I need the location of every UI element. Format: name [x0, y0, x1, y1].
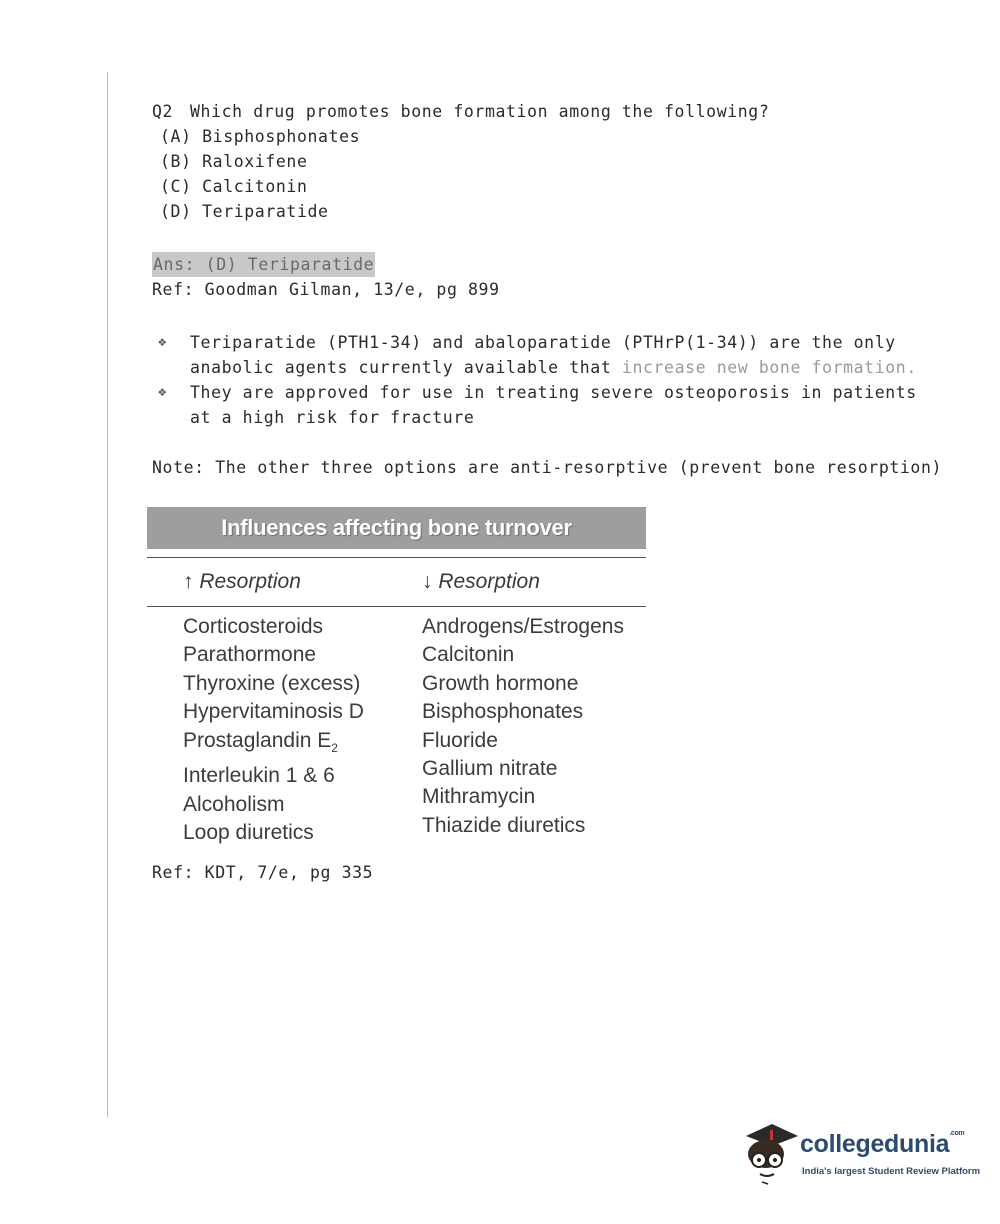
- bone-turnover-table: [147, 507, 646, 847]
- table-header: [147, 558, 646, 606]
- table-body: [147, 607, 646, 847]
- table-cell: Thiazide diuretics: [422, 813, 586, 837]
- table-cell: Androgens/Estrogens: [422, 615, 624, 638]
- answer-block: [152, 252, 500, 302]
- table-cell: Hypervitaminosis D: [183, 700, 364, 724]
- option-d: (D) Teriparatide: [160, 202, 329, 221]
- collegedunia-logo: [742, 1118, 981, 1186]
- question-number: Q2: [152, 102, 174, 121]
- prostaglandin-text: Prostaglandin E: [183, 728, 332, 752]
- table-cell: Interleukin 1 & 6: [183, 764, 335, 788]
- table-cell: Loop diuretics: [183, 821, 314, 845]
- table-cell: Gallium nitrate: [422, 757, 558, 781]
- prostaglandin-subscript: 2: [331, 740, 338, 755]
- question-text: Which drug promotes bone formation among the following?: [190, 102, 770, 121]
- answer-reference: Ref: Goodman Gilman, 13/e, pg 899: [152, 280, 500, 299]
- margin-rule: [107, 72, 108, 1117]
- logo-com: .com: [949, 1130, 965, 1137]
- list-item: [152, 380, 932, 430]
- table-reference: Ref: KDT, 7/e, pg 335: [152, 863, 374, 882]
- bullet-highlight: increase new bone formation.: [621, 358, 917, 377]
- option-a: (A) Bisphosphonates: [160, 127, 361, 146]
- decrease-resorption-list: [422, 613, 646, 840]
- table-cell: Bisphosphonates: [422, 700, 584, 724]
- option-c: (C) Calcitonin: [160, 177, 308, 196]
- header-increase-resorption: ↑ Resorption: [183, 570, 301, 593]
- increase-resorption-list: [183, 613, 422, 847]
- logo-wordmark: collegedunia: [800, 1130, 950, 1158]
- logo-tagline: India's largest Student Review Platform: [802, 1166, 981, 1177]
- diamond-bullet-icon: ❖: [158, 384, 168, 400]
- bullet-text: They are approved for use in treating severe osteoporosis in patients at a high risk for fracture: [190, 383, 917, 427]
- note: Note: The other three options are anti-resorptive (prevent bone resorption): [152, 458, 943, 477]
- answer-label: Ans: (D) Teriparatide: [152, 252, 375, 277]
- table-cell: Alcoholism: [183, 792, 285, 816]
- table-cell: Mithramycin: [422, 785, 536, 809]
- table-cell: Thyroxine (excess): [183, 671, 361, 695]
- mascot-graduation-cap-icon: [742, 1118, 802, 1186]
- question-block: [152, 99, 769, 224]
- table-cell: Fluoride: [422, 728, 498, 752]
- question-stem: [152, 99, 769, 124]
- table-cell: Growth hormone: [422, 671, 579, 695]
- table-cell: Parathormone: [183, 643, 317, 667]
- table-cell: Calcitonin: [422, 643, 515, 667]
- list-item: [152, 330, 932, 380]
- explanation-list: [152, 330, 932, 430]
- table-cell: [183, 727, 422, 763]
- diamond-bullet-icon: ❖: [158, 334, 168, 350]
- table-cell: Corticosteroids: [183, 615, 324, 638]
- table-title: Influences affecting bone turnover: [147, 507, 646, 549]
- bullet-text: Teriparatide (PTH1-34) and abaloparatide (PTHrP(1-34)) are the only anabolic agents currently available that: [190, 333, 896, 377]
- option-b: (B) Raloxifene: [160, 152, 308, 171]
- header-decrease-resorption: ↓ Resorption: [422, 570, 540, 593]
